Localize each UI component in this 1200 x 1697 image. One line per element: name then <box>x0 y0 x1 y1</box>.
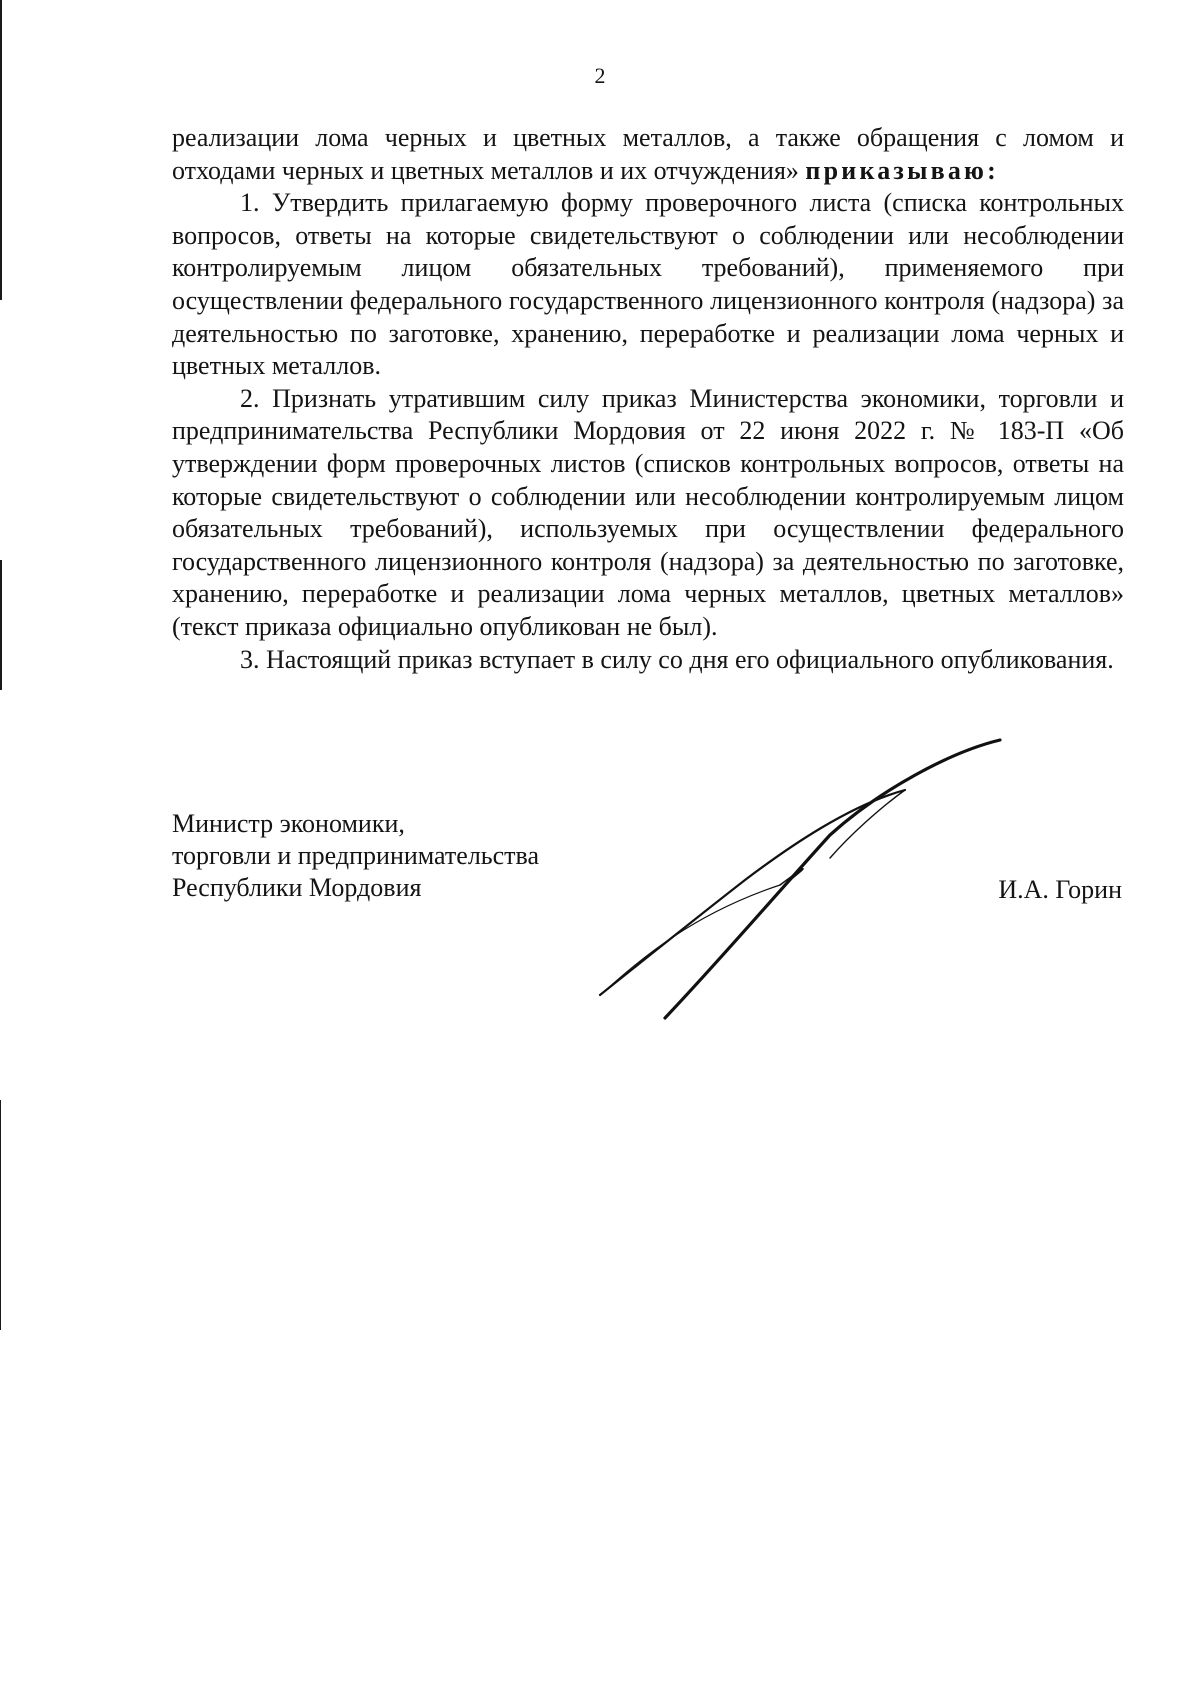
item-2: 2. Признать утратившим силу приказ Министерства экономики, торговли и предпринимательства Республики Мордовия от 22 июня 2022 г. № 183-П «Об утверждении форм проверочных листов (списков контрольных вопросов, ответы на которые свидетельствуют о соблюдении или несоблюдении контролируемым лицом обязательных требований), используемых при осуществлении федерального государственного лицензионного контроля (надзора) за деятельностью по заготовке, хранению, переработке и реализации лома черных металлов, цветных металлов» (текст приказа официально опубликован не был). <box>172 383 1124 641</box>
scan-edge-mark <box>0 0 2 300</box>
signer-name: И.А. Горин <box>998 875 1122 904</box>
position-line: Министр экономики, <box>172 809 405 838</box>
page-number: 2 <box>594 63 606 88</box>
position-line: торговли и предпринимательства <box>172 841 540 870</box>
intro-paragraph <box>172 122 1124 187</box>
signature-position <box>172 808 539 904</box>
item-1: 1. Утвердить прилагаемую форму проверочного листа (списка контрольных вопросов, ответы на которые свидетельствуют о соблюдении или несоблюдении контролируемым лицом обязательных требований), применяемого при осуществлении федерального государственного лицензионного контроля (надзора) за деятельностью по заготовке, хранению, переработке и реализации лома черных и цветных металлов. <box>172 188 1124 381</box>
order-word: приказываю: <box>805 155 999 185</box>
document-body <box>172 122 1124 676</box>
position-line: Республики Мордовия <box>172 873 422 902</box>
item-3: 3. Настоящий приказ вступает в силу со дня его официального опубликования. <box>240 644 1114 674</box>
scan-edge-mark <box>0 560 2 690</box>
scan-edge-mark <box>0 1100 1 1330</box>
intro-text: реализации лома черных и цветных металлов, а также обращения с ломом и отходами черных и цветных металлов и их отчуждения» <box>172 123 1124 185</box>
